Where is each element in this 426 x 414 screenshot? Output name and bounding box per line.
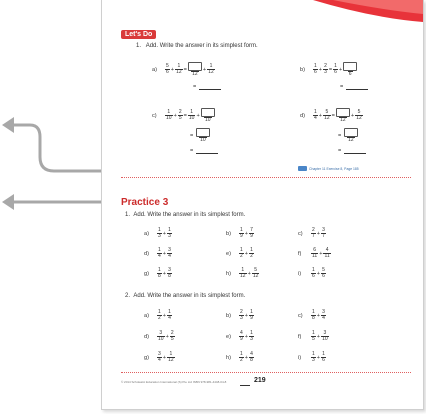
lets-do-item-b: b) $\frac{1}{6}$ + $\frac{2}{3}$ = $\frac{1}{6}$ + 6 [300,62,358,77]
item-label: h) [226,354,231,361]
lets-do-question-1 [136,43,258,49]
answer-line-b[interactable]: = [340,84,368,90]
fraction: $\frac{1}{8}$ [312,309,315,321]
lets-do-item-a: a) $\frac{5}{6}$ + $\frac{1}{12}$ = 12 + $\frac{1}{12}$ [152,63,214,77]
item-label: a) [144,230,149,237]
fraction: $\frac{3}{4}$ [168,247,171,259]
section-divider [121,177,411,178]
fraction: $\frac{1}{3}$ [312,351,315,363]
fraction: $\frac{1}{12}$ [240,267,246,279]
item-label: f) [298,333,302,340]
plus-sign: + [162,270,167,277]
fraction: $\frac{2}{3}$ [240,309,243,321]
answer-line-d[interactable]: = [338,148,366,154]
item-label: d) [300,112,305,119]
fraction: $\frac{6}{11}$ [312,247,318,259]
practice-item [144,331,176,342]
item-label: c) [298,312,303,319]
answer-line-a[interactable]: = [193,84,221,90]
workbook-reference: Chapter 11 Exercise 8, Page 185 [298,166,359,171]
item-label: a) [152,66,157,73]
copyright-text: © 2014 Scholastic Education International (S) Pte Ltd ISBN 978-981-4448-04-8 [121,380,227,384]
fraction: $\frac{1}{2}$ [240,351,243,363]
fraction: $\frac{1}{8}$ [158,267,161,279]
fraction: $\frac{4}{9}$ [240,330,243,342]
practice-item [226,331,255,342]
answer-box-fraction[interactable]: 12 [336,108,350,123]
plus-sign: + [316,270,321,277]
item-label: i) [298,270,302,277]
fraction: $\frac{1}{9}$ [250,309,253,321]
fraction: $\frac{5}{12}$ [324,109,330,121]
item-label: a) [144,312,149,319]
fraction: $\frac{1}{6}$ [314,63,317,75]
practice-item [144,352,176,363]
practice-item [298,248,332,259]
fraction: $\frac{1}{9}$ [240,227,243,239]
fraction: $\frac{2}{7}$ [312,227,315,239]
practice-question-2: 2. Add. Write the answer in its simplest form. [125,293,246,299]
question-number: 1. [136,43,142,49]
practice-item [226,268,260,279]
plus-sign: + [244,230,249,237]
answer-box-fraction[interactable]: 12 [188,62,202,77]
fraction: $\frac{1}{2}$ [158,309,161,321]
fraction: $\frac{1}{4}$ [168,309,171,321]
page-number: 219 [254,377,266,384]
fraction: $\frac{4}{11}$ [324,247,330,259]
answer-line-c[interactable]: = [190,148,218,154]
fraction: $\frac{2}{3}$ [324,63,327,75]
book-icon [298,166,307,171]
answer-box-c[interactable]: = 10 [190,128,211,143]
lets-do-item-d: d) $\frac{1}{4}$ + $\frac{5}{12}$ = 12 + $\frac{5}{12}$ [300,109,362,123]
practice-item [226,352,255,363]
fraction: $\frac{2}{5}$ [178,109,182,121]
plus-sign: + [247,270,251,277]
practice-item [144,268,173,279]
item-label: b) [300,66,305,73]
practice-item [144,228,173,239]
fraction: $\frac{1}{5}$ [312,330,315,342]
practice-item [298,310,327,321]
practice-item [226,228,255,239]
practice-item [298,352,327,363]
textbook-page [101,0,424,410]
fraction: $\frac{1}{6}$ [312,267,315,279]
practice-item [298,331,330,342]
practice-question-1: 1. Add. Write the answer in its simplest form. [125,212,246,218]
page-corner-decoration [313,0,423,22]
fraction: $\frac{1}{3}$ [168,227,171,239]
fraction: $\frac{4}{8}$ [250,351,253,363]
plus-sign: + [316,312,321,319]
fraction: $\frac{1}{3}$ [158,227,161,239]
practice-item [144,310,173,321]
item-label: c) [152,112,157,119]
fraction: $\frac{1}{3}$ [250,330,253,342]
plus-sign: + [316,354,321,361]
item-label: c) [298,230,303,237]
fraction: $\frac{1}{2}$ [240,247,243,259]
fraction: $\frac{1}{12}$ [168,351,174,363]
fraction: $\frac{3}{10}$ [158,330,164,342]
fraction: $\frac{5}{6}$ [166,63,169,75]
lets-do-badge: Let's Do [121,30,156,39]
lets-do-item-c: c) $\frac{1}{10}$ + $\frac{2}{5}$ = $\frac{1}{10}$ + 10 [152,108,216,123]
plus-sign: + [244,312,249,319]
plus-sign: + [244,354,249,361]
fraction: $\frac{1}{4}$ [158,247,161,259]
plus-sign: + [244,333,249,340]
fraction: $\frac{1}{10}$ [166,109,172,121]
fraction: $\frac{1}{12}$ [208,63,214,75]
plus-sign: + [244,250,249,257]
fraction: $\frac{3}{7}$ [322,227,325,239]
item-label: h) [226,270,231,277]
plus-sign: + [162,250,167,257]
item-label: b) [226,230,231,237]
fraction: $\frac{3}{8}$ [168,267,171,279]
practice-item [144,248,173,259]
question-text: Add. Write the answer in its simplest form. [145,43,258,49]
item-label: b) [226,312,231,319]
fraction: $\frac{1}{10}$ [188,109,195,121]
plus-sign: + [162,230,167,237]
item-label: g) [144,270,149,277]
plus-sign: + [162,354,167,361]
practice-item [298,268,327,279]
practice-item [298,228,327,239]
fraction: $\frac{2}{5}$ [170,330,174,342]
fraction: $\frac{5}{6}$ [322,267,325,279]
fraction: $\frac{7}{9}$ [250,227,253,239]
plus-sign: + [316,333,321,340]
footer-divider [121,372,411,373]
fraction: $\frac{1}{2}$ [250,247,253,259]
answer-box-fraction[interactable]: 10 [201,108,215,123]
fraction: $\frac{5}{12}$ [252,267,259,279]
item-label: e) [226,250,231,257]
fraction: $\frac{3}{4}$ [158,351,161,363]
left-arrow-lower [0,192,110,212]
fraction: $\frac{1}{4}$ [314,109,317,121]
fraction: $\frac{1}{6}$ [322,351,325,363]
answer-box-fraction[interactable]: 6 [343,62,357,77]
fraction: $\frac{1}{6}$ [334,63,337,75]
plus-sign: + [319,250,323,257]
plus-sign: + [165,333,169,340]
page-number-line [240,385,250,386]
item-label: e) [226,333,231,340]
item-label: g) [144,354,149,361]
item-label: i) [298,354,302,361]
practice-title: Practice 3 [121,197,169,208]
practice-item [226,310,255,321]
plus-sign: + [162,312,167,319]
fraction: $\frac{1}{12}$ [176,63,182,75]
fraction: $\frac{5}{12}$ [356,109,362,121]
item-label: d) [144,250,149,257]
practice-item [226,248,255,259]
item-label: f) [298,250,302,257]
fraction: $\frac{3}{4}$ [322,309,325,321]
fraction: $\frac{3}{10}$ [322,330,328,342]
answer-box-d[interactable]: = 12 [338,128,359,143]
plus-sign: + [316,230,321,237]
item-label: d) [144,333,149,340]
